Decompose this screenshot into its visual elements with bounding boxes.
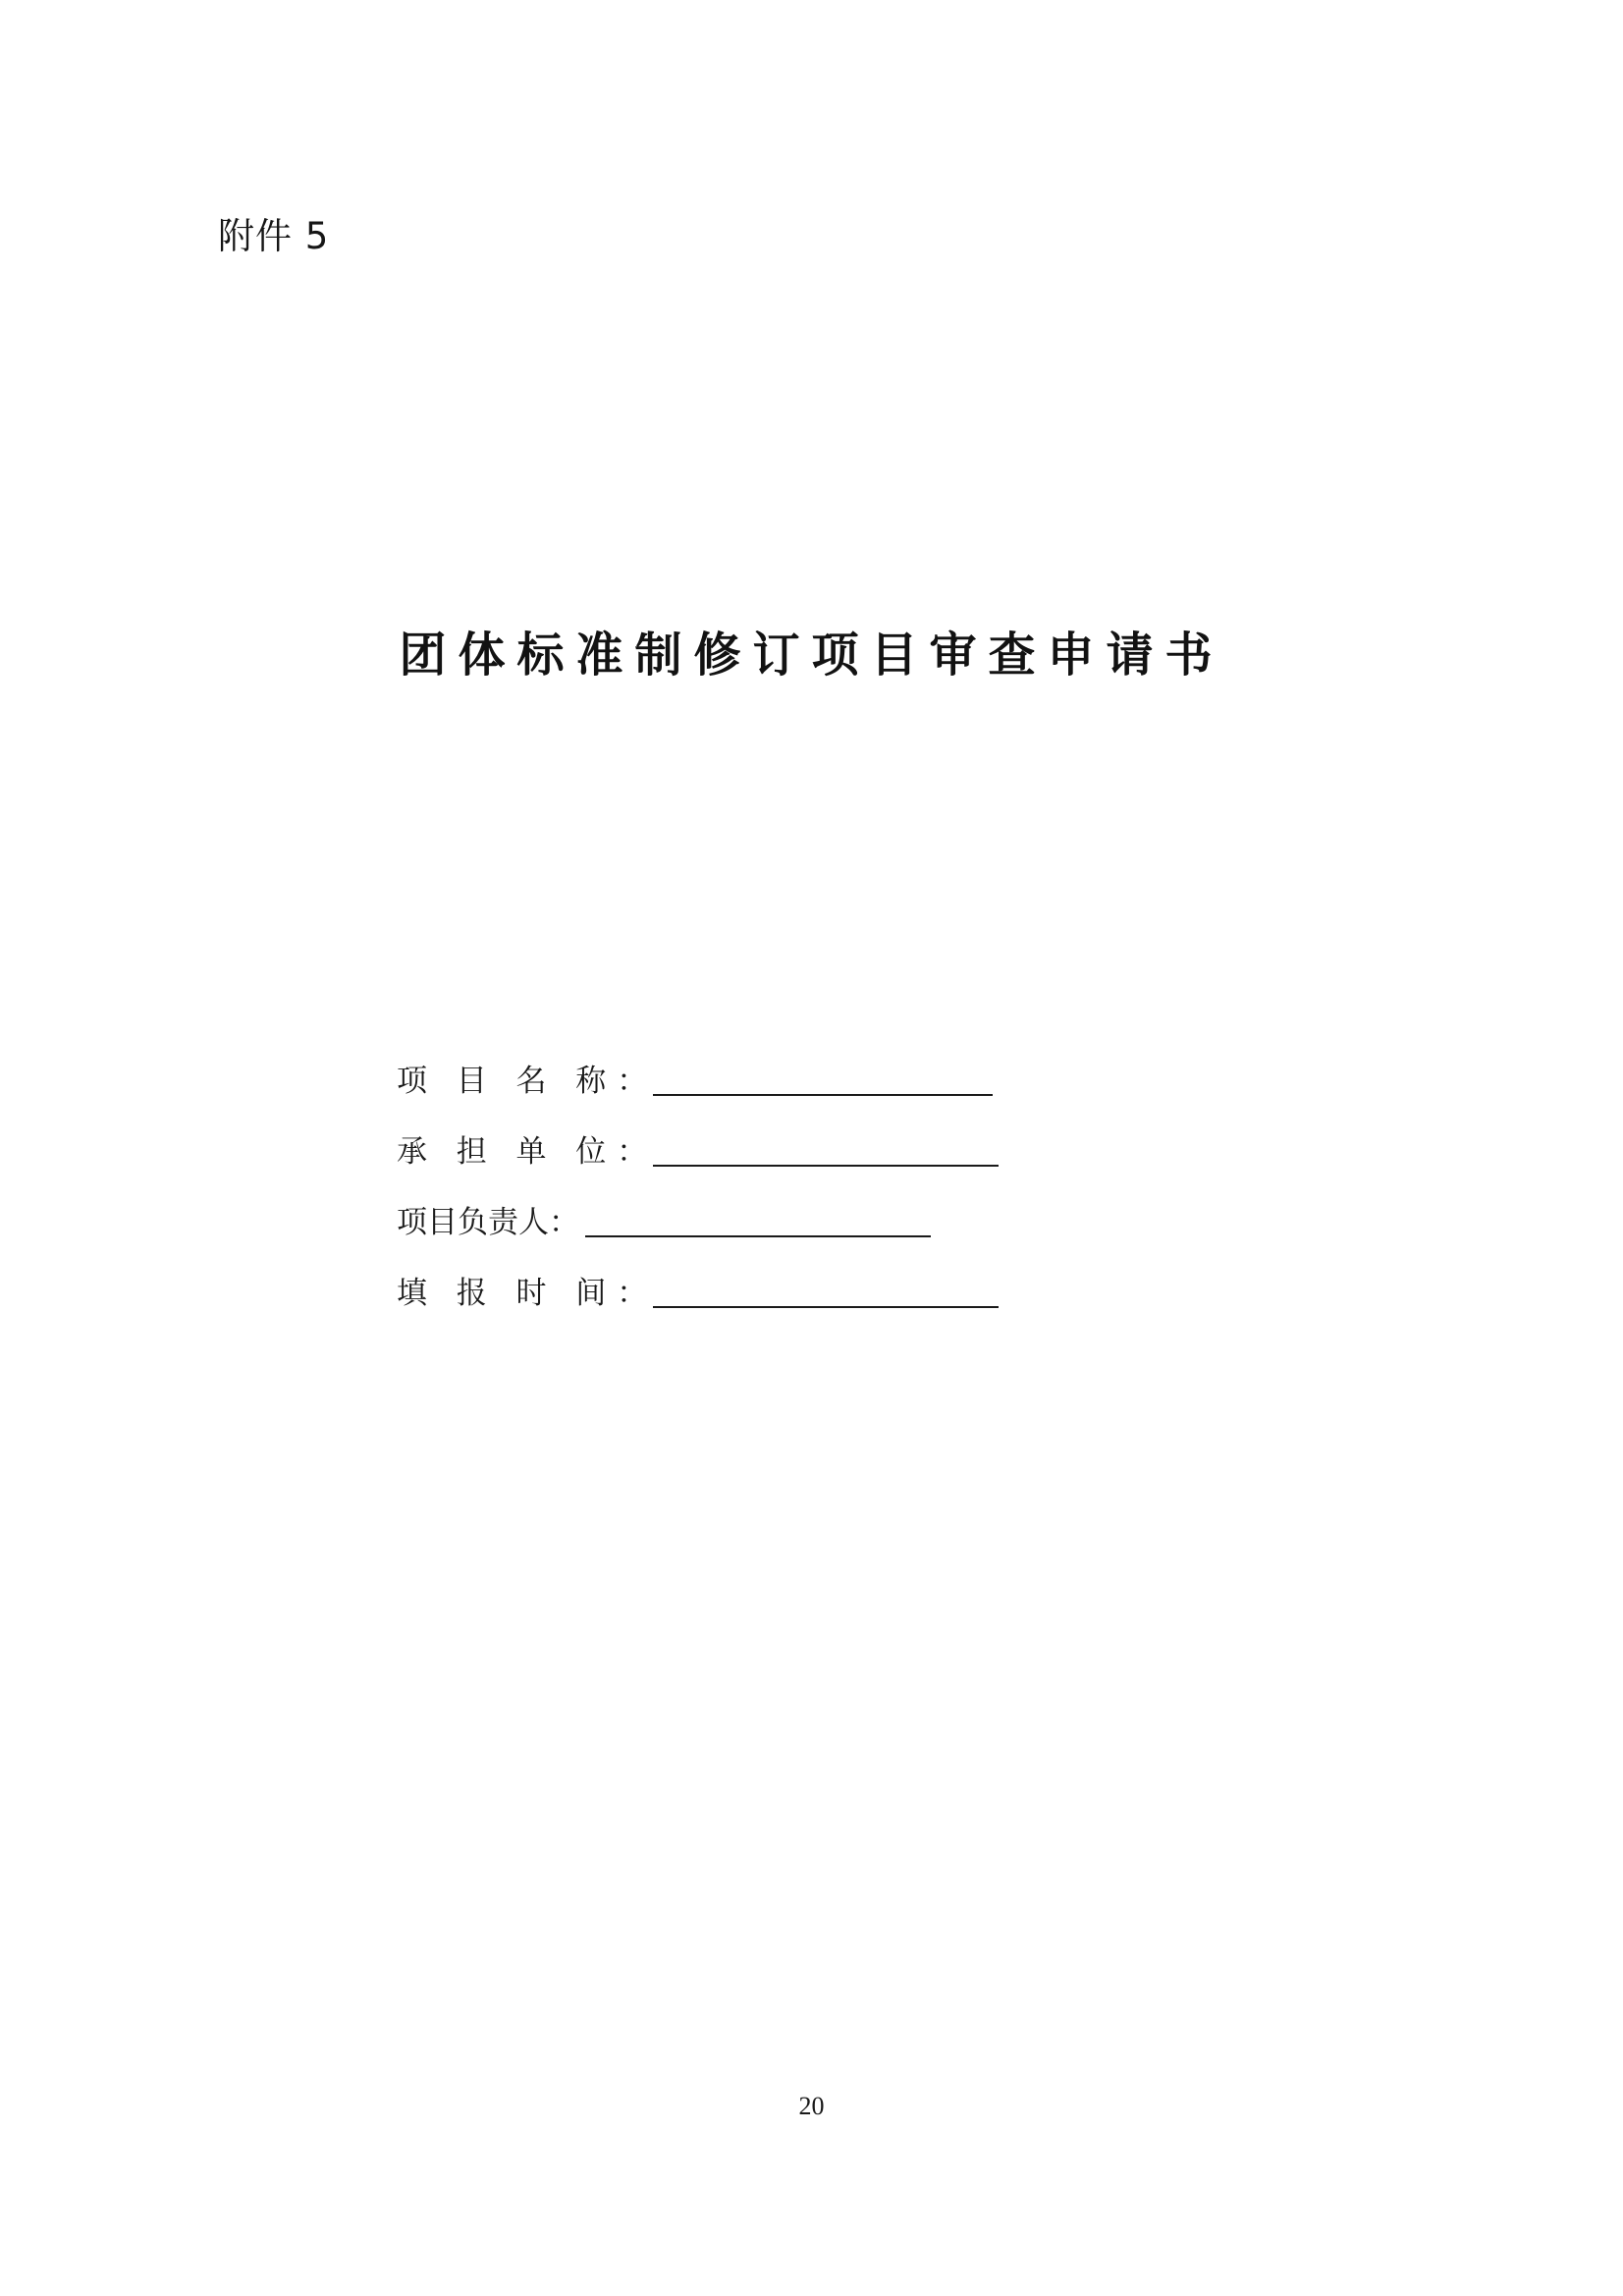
field-row-project-leader xyxy=(397,1175,1182,1245)
field-input-project-name[interactable] xyxy=(653,1094,993,1096)
field-row-project-name xyxy=(397,1033,1182,1104)
field-input-project-leader[interactable] xyxy=(585,1235,931,1237)
field-input-undertaking-unit[interactable] xyxy=(653,1165,999,1167)
form-fields xyxy=(397,1033,1182,1316)
field-colon-project-leader: ： xyxy=(549,1205,579,1239)
page-number: 20 xyxy=(798,2092,825,2120)
field-label-undertaking-unit: 承 担 单 位 xyxy=(397,1134,618,1169)
attachment-label: 附件 5 xyxy=(218,215,330,257)
field-label-project-name: 项 目 名 称 xyxy=(397,1064,618,1098)
field-colon-project-name: ： xyxy=(617,1064,648,1098)
field-label-project-leader: 项目负责人 xyxy=(397,1205,549,1239)
field-row-undertaking-unit xyxy=(397,1104,1182,1175)
page-title: 团体标准制修订项目审查申请书 xyxy=(399,629,1224,682)
field-row-report-date xyxy=(397,1245,1182,1316)
field-colon-report-date: ： xyxy=(617,1276,648,1310)
field-input-report-date[interactable] xyxy=(653,1306,999,1308)
field-colon-undertaking-unit: ： xyxy=(617,1134,648,1169)
field-label-report-date: 填 报 时 间 xyxy=(397,1276,618,1310)
